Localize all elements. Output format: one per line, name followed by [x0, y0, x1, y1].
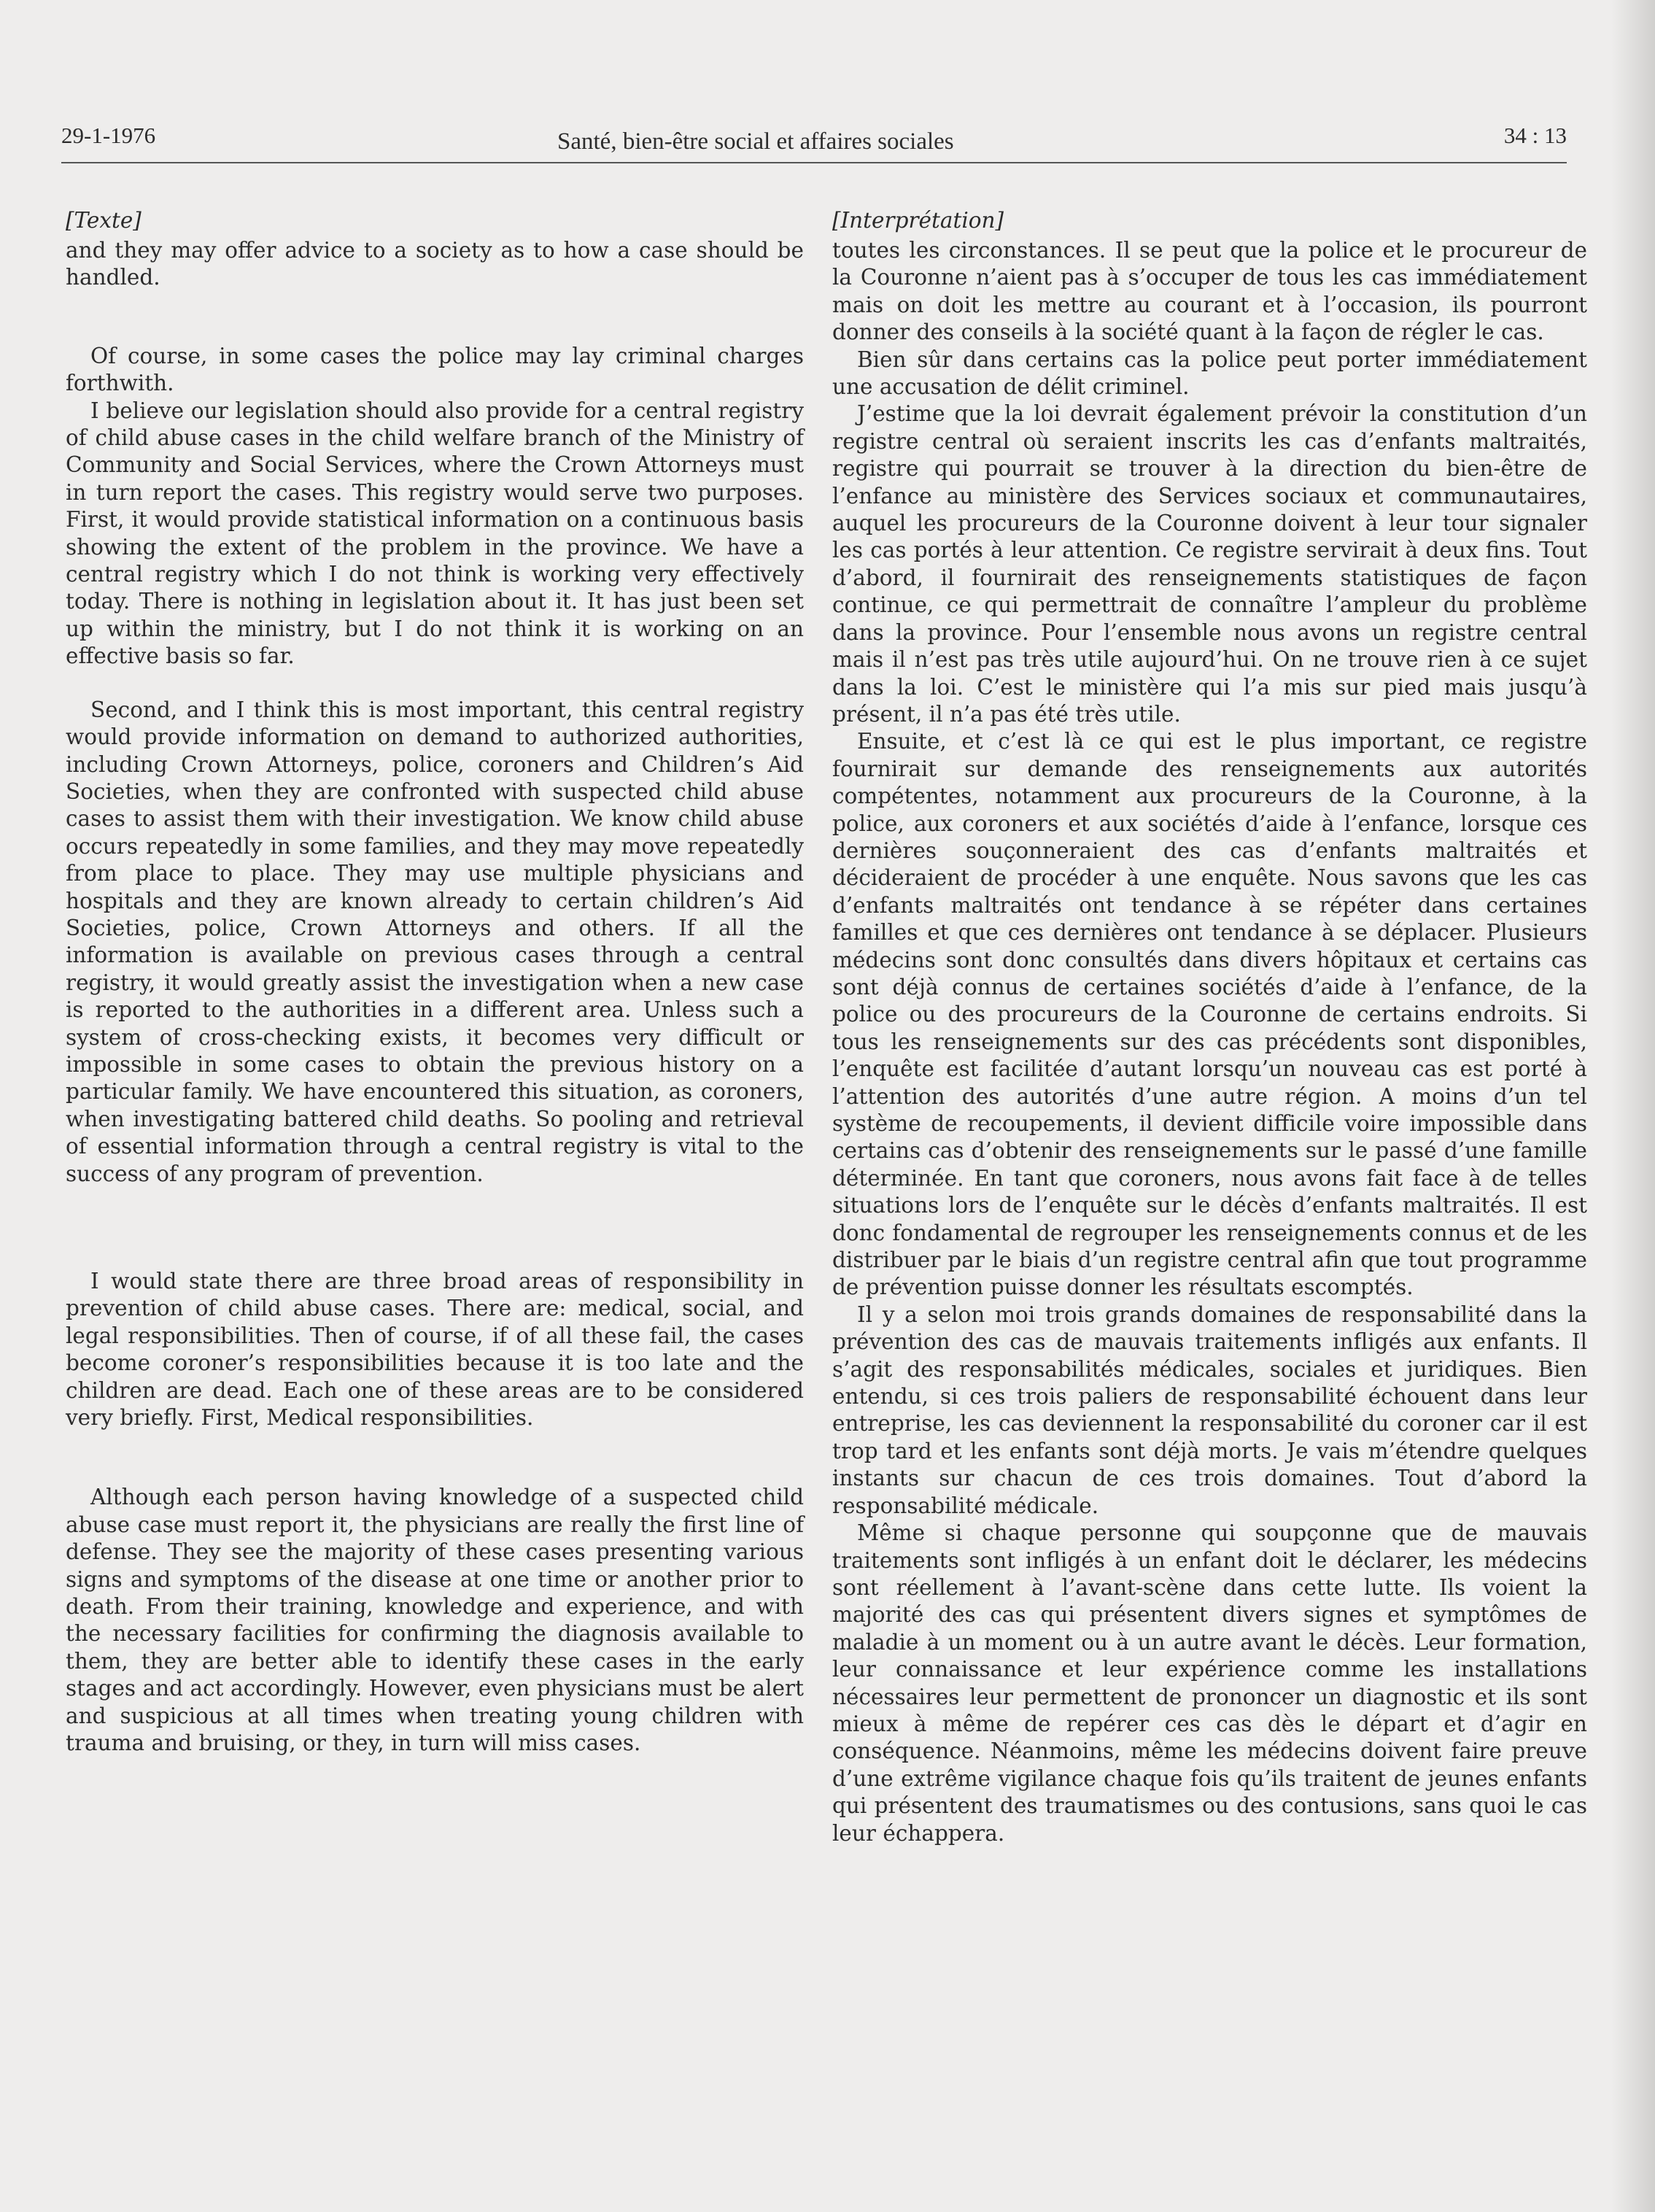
header-date: 29-1-1976 [61, 123, 156, 148]
header-page-number: 34 : 13 [1503, 123, 1567, 148]
paragraph: Même si chaque personne qui soupçonne que de mauvais traitements sont infligés à un enfant doit le déclarer, les médecins sont réellement à l’avant-scène dans cette lutte. Ils voient la majorité des cas qui présentent divers signes et symptômes de maladie à un moment ou à un autre avant le décès. Leur formation, leur connaissance et leur expérience comme les installations nécessaires leur permettent de prononcer un diagnostic et ils sont mieux à même de repérer ces cas dès le départ et d’agir en conséquence. Néanmoins, même les médecins doivent faire preuve d’une extrême vigilance chaque fois qu’ils traitent de jeunes enfants qui présentent des traumatismes ou des contusions, sans quoi le cas leur échappera. [832, 1520, 1587, 1846]
column-label-texte: [Texte] [66, 208, 142, 233]
paragraph: Il y a selon moi trois grands domaines de responsabilité dans la prévention des cas de mauvais traitements infligés aux enfants. Il s’agit des responsabilités médicales, sociales et juridiques. Bien entendu, si ces trois paliers de responsabilité échouent dans leur entreprise, les cas deviennent la responsabilité du coroner car il est trop tard et les enfants sont déjà morts. Je vais m’étendre quelques instants sur chacun de ces trois domaines. Tout d’abord la responsabilité médicale. [832, 1302, 1587, 1518]
paragraph: Of course, in some cases the police may lay criminal charges forthwith. [66, 343, 804, 396]
paragraph: J’estime que la loi devrait également prévoir la constitution d’un registre central où seraient inscrits les cas d’enfants maltraités, registre qui pourrait se trouver à la direction du bien-être de l’enfance au ministère des Services sociaux et communautaires, auquel les procureurs de la Couronne doivent à leur tour signaler les cas portés à leur attention. Ce registre servirait à deux fins. Tout d’abord, il fournirait des renseignements statistiques de façon continue, ce qui permettrait de connaître l’ampleur du problème dans la province. Pour l’ensemble nous avons un registre central mais il n’est pas très utile aujourd’hui. On ne trouve rien à ce sujet dans la loi. C’est le ministère qui l’a mis sur pied mais jusqu’à présent, il n’a pas été très utile. [832, 401, 1587, 727]
paragraph: I would state there are three broad areas of responsibility in prevention of child abuse cases. There are: medical, social, and legal responsibilities. Then of course, if of all these fail, the cases become coroner’s responsibilities because it is too late and the children are dead. Each one of these areas are to be considered very briefly. First, Medical responsibilities. [66, 1269, 804, 1431]
page-edge-shadow [1611, 0, 1655, 2212]
paragraph: Ensuite, et c’est là ce qui est le plus important, ce registre fournirait sur demande des renseignements aux autorités compétentes, notamment aux procureurs de la Couronne, à la police, aux coroners et aux sociétés d’aide à l’enfance, lorsque ces dernières souçonneraient des cas d’enfants maltraités et décideraient de procéder à une enquête. Nous savons que les cas d’enfants maltraités ont tendance à se répéter dans certaines familles et que ces dernières ont tendance à se déplacer. Plusieurs médecins sont donc consultés dans divers hôpitaux et certains cas sont déjà connus de certaines sociétés d’aide à l’enfance, de la police ou des procureurs de la Couronne de certains endroits. Si tous les renseignements sur des cas précédents sont disponibles, l’enquête est facilitée d’autant lorsqu’un nouveau cas est porté à l’attention des autorités d’une autre région. A moins d’un tel système de recoupements, il devient difficile voire impossible dans certains cas d’obtenir des renseignements sur le passé d’une famille déterminée. En tant que coroners, nous avons fait face à de telles situations lors de l’enquête sur le décès d’enfants maltraités. Il est donc fondamental de regrouper les renseignements connus et de les distribuer par le biais d’un registre central afin que tout programme de prévention puisse donner les résultats escomptés. [832, 729, 1587, 1300]
paragraph: toutes les circonstances. Il se peut que la police et le procureur de la Couronne n’aient pas à s’occuper de tous les cas immédiatement mais on doit les mettre au courant et à l’occasion, ils pourront donner des conseils à la société quant à la façon de régler le cas. [832, 238, 1587, 345]
column-label-interpretation: [Interprétation] [832, 208, 1004, 233]
header-title: Santé, bien-être social et affaires sociales [557, 128, 954, 155]
right-column-french [832, 208, 1587, 1847]
left-column-english [66, 208, 804, 1757]
paragraph: I believe our legislation should also provide for a central registry of child abuse cases in the child welfare branch of the Ministry of Community and Social Services, where the Crown Attorneys must in turn report the cases. This registry would serve two purposes. First, it would provide statistical information on a continuous basis showing the extent of the problem in the province. We have a central registry which I do not think is working very effectively today. There is nothing in legislation about it. It has just been set up within the ministry, but I do not think it is working on an effective basis so far. [66, 398, 804, 669]
header-rule [61, 162, 1567, 163]
paragraph: Bien sûr dans certains cas la police peut porter immédiatement une accusation de délit criminel. [832, 347, 1587, 400]
paragraph: Although each person having knowledge of a suspected child abuse case must report it, the physicians are really the first line of defense. They see the majority of these cases presenting various signs and symptoms of the disease at one time or another prior to death. From their training, knowledge and experience, and with the necessary facilities for confirming the diagnosis available to them, they are better able to identify these cases in the early stages and act accordingly. However, even physicians must be alert and suspicious at all times when treating young children with trauma and bruising, or they, in turn will miss cases. [66, 1485, 804, 1756]
paragraph: and they may offer advice to a society as to how a case should be handled. [66, 238, 804, 290]
page-header [61, 123, 1567, 159]
paragraph: Second, and I think this is most important, this central registry would provide information on demand to authorized authorities, including Crown Attorneys, police, coroners and Children’s Aid Societies, when they are confronted with suspected child abuse cases to assist them with their investigation. We know child abuse occurs repeatedly in some families, and they may move repeatedly from place to place. They may use multiple physicians and hospitals and they are known already to certain children’s Aid Societies, police, Crown Attorneys and others. If all the information is available on previous cases through a central registry, it would greatly assist the investigation when a new case is reported to the authorities in a different area. Unless such a system of cross-checking exists, it becomes very difficult or impossible in some cases to obtain the previous history on a particular family. We have encountered this situation, as coroners, when investigating battered child deaths. So pooling and retrieval of essential information through a central registry is vital to the success of any program of prevention. [66, 697, 804, 1186]
